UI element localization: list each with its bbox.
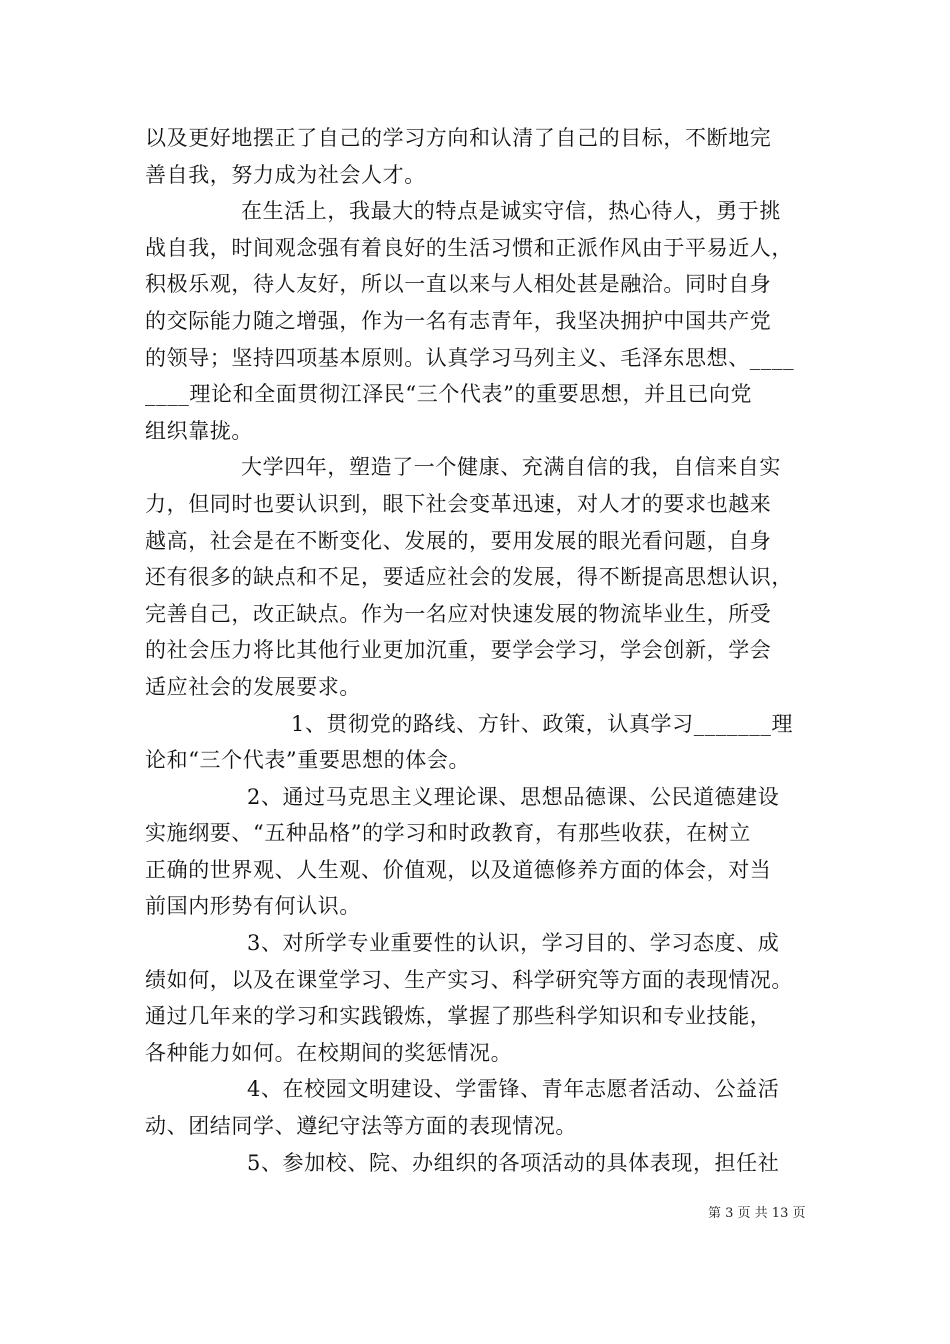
- text-line: 力，但同时也要认识到，眼下社会变革迅速，对人才的要求也越来: [145, 491, 772, 516]
- text-line: 组织靠拢。: [145, 418, 253, 443]
- text-line: 战自我，时间观念强有着良好的生活习惯和正派作风由于平易近人，: [145, 235, 793, 260]
- text-line: 在生活上，我最大的特点是诚实守信，热心待人，勇于挑: [241, 199, 781, 224]
- text-line: 的交际能力随之增强，作为一名有志青年，我坚决拥护中国共产党: [145, 308, 772, 333]
- text-line: 大学四年，塑造了一个健康、充满自信的我，自信来自实: [241, 455, 781, 480]
- text-line: 4、在校园文明建设、学雷锋、青年志愿者活动、公益活: [247, 1077, 780, 1102]
- text-line: 实施纲要、“五种品格”的学习和时政教育，有那些收获，在树立: [145, 821, 751, 846]
- text-line: 5、参加校、院、办组织的各项活动的具体表现，担任社: [247, 1150, 780, 1175]
- text-line: 论和“三个代表”重要思想的体会。: [145, 748, 471, 773]
- text-line: 正确的世界观、人生观、价值观，以及道德修养方面的体会，对当: [145, 857, 772, 882]
- text-line: 动、团结同学、遵纪守法等方面的表现情况。: [145, 1114, 577, 1139]
- text-line: 越高，社会是在不断变化、发展的，要用发展的眼光看问题，自身: [145, 528, 772, 553]
- text-line: 善自我，努力成为社会人才。: [145, 162, 426, 187]
- text-line: 还有很多的缺点和不足，要适应社会的发展，得不断提高思想认识，: [145, 565, 793, 590]
- text-line: 的领导；坚持四项基本原则。认真学习马列主义、毛泽东思想、____: [145, 345, 795, 370]
- document-body: [145, 120, 810, 1181]
- text-line: 1、贯彻党的路线、方针、政策，认真学习_______理: [291, 711, 794, 736]
- text-line: 积极乐观，待人友好，所以一直以来与人相处甚是融洽。同时自身: [145, 272, 772, 297]
- text-line: 前国内形势有何认识。: [145, 894, 361, 919]
- text-line: 完善自己，改正缺点。作为一名应对快速发展的物流毕业生，所受: [145, 601, 772, 626]
- text-line: 3、对所学专业重要性的认识，学习目的、学习态度、成: [247, 931, 780, 956]
- text-line: 绩如何，以及在课堂学习、生产实习、科学研究等方面的表现情况。: [145, 967, 793, 992]
- text-line: ____理论和全面贯彻江泽民“三个代表”的重要思想，并且已向党: [145, 382, 753, 407]
- text-line: 的社会压力将比其他行业更加沉重，要学会学习，学会创新，学会: [145, 638, 772, 663]
- text-line: 2、通过马克思主义理论课、思想品德课、公民道德建设: [247, 784, 780, 809]
- text-line: 以及更好地摆正了自己的学习方向和认清了自己的目标，不断地完: [145, 126, 772, 150]
- text-line: 通过几年来的学习和实践锻炼，掌握了那些科学知识和专业技能，: [145, 1004, 772, 1029]
- text-line: 各种能力如何。在校期间的奖惩情况。: [145, 1040, 513, 1065]
- text-line: 适应社会的发展要求。: [145, 674, 361, 699]
- page-footer-number: 第 3 页 共 13 页: [708, 1206, 806, 1221]
